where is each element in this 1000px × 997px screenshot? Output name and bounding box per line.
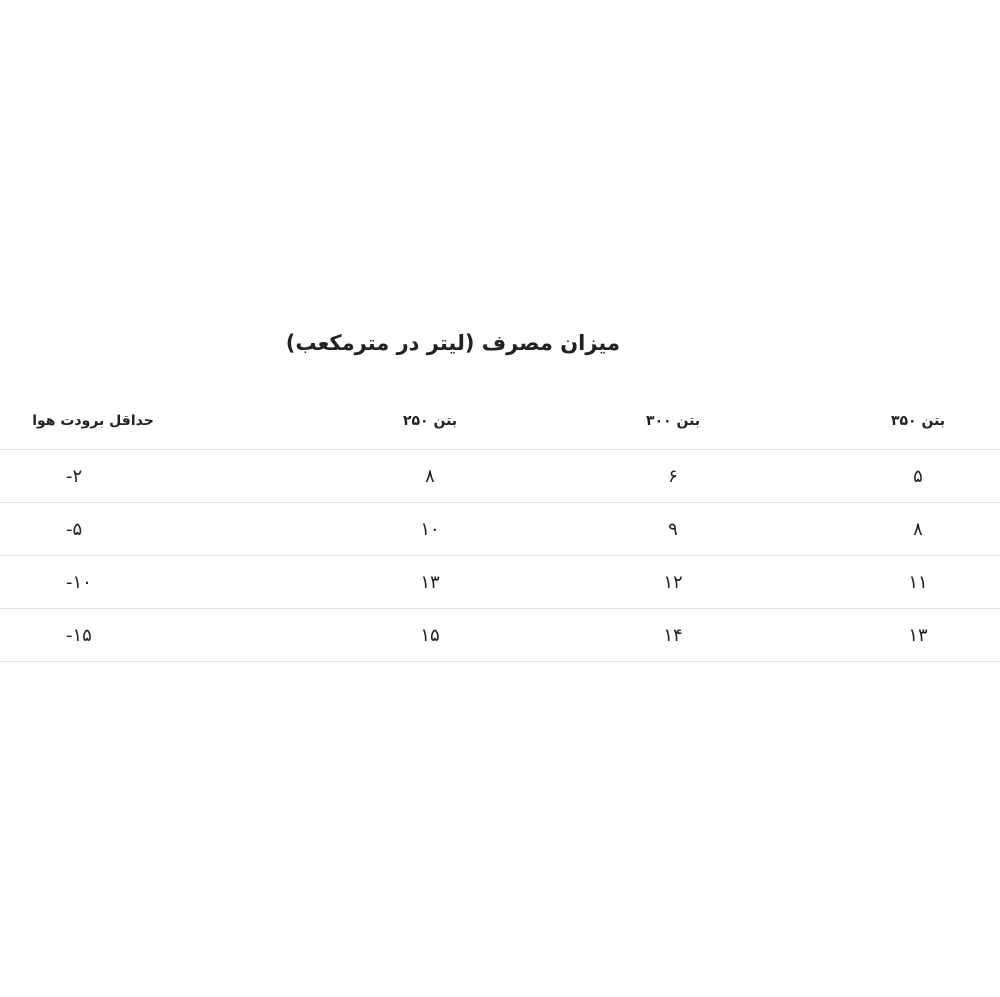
- cell-min-air-cold: -۱۰: [66, 571, 92, 593]
- cell-concrete-250: ۸: [425, 465, 435, 487]
- cell-concrete-300: ۶: [668, 465, 678, 487]
- cell-concrete-350: ۸: [913, 518, 923, 540]
- cell-concrete-300: ۱۲: [663, 571, 683, 593]
- cell-concrete-350: ۱۱: [908, 571, 928, 593]
- table-row: [0, 503, 1000, 556]
- header-min-air-cold: حداقل برودت هوا: [32, 412, 154, 429]
- cell-concrete-300: ۱۴: [663, 624, 683, 646]
- table-row: [0, 609, 1000, 662]
- cell-concrete-250: ۱۳: [420, 571, 440, 593]
- cell-concrete-250: ۱۵: [420, 624, 440, 646]
- consumption-table: [0, 400, 1000, 662]
- table-title: میزان مصرف (لیتر در مترمکعب): [285, 331, 620, 355]
- cell-concrete-250: ۱۰: [420, 518, 440, 540]
- header-concrete-300: بتن ۳۰۰: [645, 412, 701, 429]
- header-concrete-350: بتن ۳۵۰: [890, 412, 946, 429]
- table-row: [0, 556, 1000, 609]
- cell-min-air-cold: -۵: [66, 518, 83, 540]
- cell-concrete-300: ۹: [668, 518, 678, 540]
- cell-concrete-350: ۵: [913, 465, 923, 487]
- cell-concrete-350: ۱۳: [908, 624, 928, 646]
- header-concrete-250: بتن ۲۵۰: [402, 412, 458, 429]
- table-header-row: [0, 400, 1000, 450]
- table-row: [0, 450, 1000, 503]
- cell-min-air-cold: -۲: [66, 465, 83, 487]
- cell-min-air-cold: -۱۵: [66, 624, 92, 646]
